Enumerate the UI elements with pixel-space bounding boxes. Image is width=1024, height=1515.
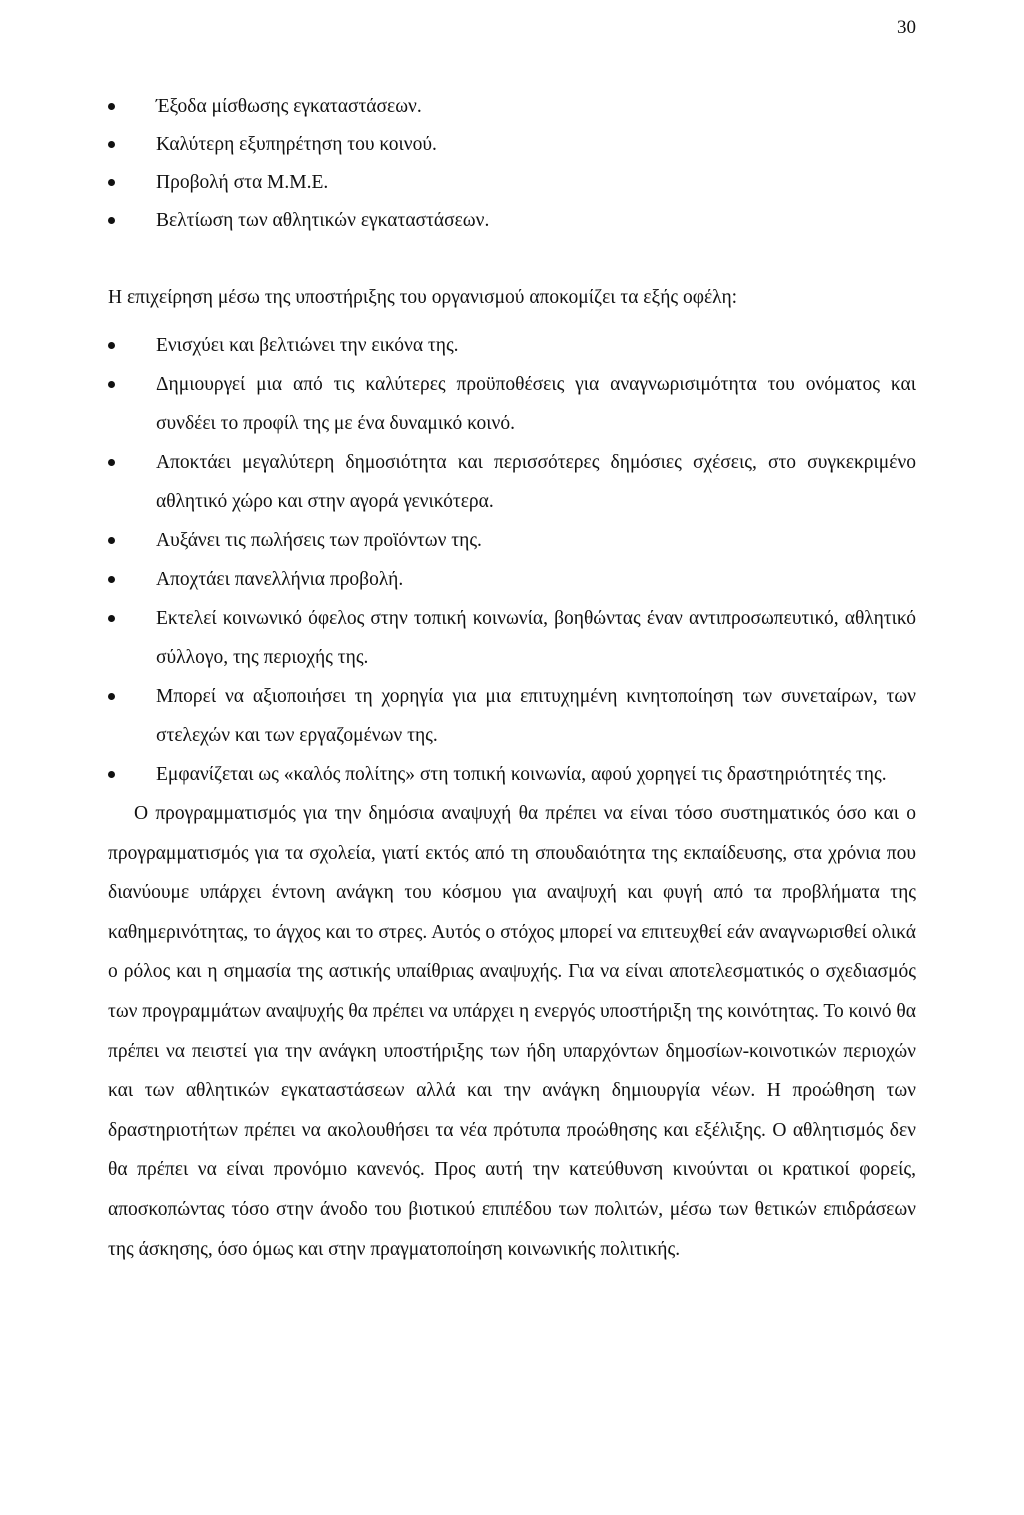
list-item: Αυξάνει τις πωλήσεις των προϊόντων της. xyxy=(108,521,916,560)
list-item: Προβολή στα Μ.Μ.Ε. xyxy=(108,164,916,202)
expense-bullet-list xyxy=(108,88,916,240)
list-item: Αποχτάει πανελλήνια προβολή. xyxy=(108,560,916,599)
benefits-intro: Η επιχείρηση μέσω της υποστήριξης του οργανισμού αποκομίζει τα εξής οφέλη: xyxy=(108,287,738,308)
list-item: Δημιουργεί μια από τις καλύτερες προϋποθέσεις για αναγνωρισιμότητα του ονόματος και συνδέει το προφίλ της με ένα δυναμικό κοινό. xyxy=(108,365,916,443)
list-item: Μπορεί να αξιοποιήσει τη χορηγία για μια επιτυχημένη κινητοποίηση των συνεταίρων, των στελεχών και των εργαζομένων της. xyxy=(108,677,916,755)
benefits-bullet-list xyxy=(108,326,916,794)
list-item: Εκτελεί κοινωνικό όφελος στην τοπική κοινωνία, βοηθώντας έναν αντιπροσωπευτικό, αθλητικό σύλλογο, της περιοχής της. xyxy=(108,599,916,677)
list-item: Βελτίωση των αθλητικών εγκαταστάσεων. xyxy=(108,202,916,240)
list-item: Εμφανίζεται ως «καλός πολίτης» στη τοπική κοινωνία, αφού χορηγεί τις δραστηριότητές της. xyxy=(108,755,916,794)
list-item: Αποκτάει μεγαλύτερη δημοσιότητα και περισσότερες δημόσιες σχέσεις, στο συγκεκριμένο αθλητικό χώρο και στην αγορά γενικότερα. xyxy=(108,443,916,521)
body-paragraph: Ο προγραμματισμός για την δημόσια αναψυχή θα πρέπει να είναι τόσο συστηματικός όσο και ο προγραμματισμός για τα σχολεία, γιατί εκτός από τη σπουδαιότητα της εκπαίδευσης, στα χρόνια που διανύουμε υπάρχει έντονη ανάγκη του κόσμου για αναψυχή και φυγή από τα προβλήματα της καθημερινότητας, το άγχος και το στρες. Αυτός ο στόχος μπορεί να επιτευχθεί εάν αναγνωρισθεί ολικά ο ρόλος και η σημασία της αστικής υπαίθριας αναψυχής. Για να είναι αποτελεσματικός ο σχεδιασμός των προγραμμάτων αναψυχής θα πρέπει να υπάρχει η ενεργός υποστήριξη της κοινότητας. Το κοινό θα πρέπει να πειστεί για την ανάγκη υποστήριξης των ήδη υπαρχόντων δημοσίων-κοινοτικών περιοχών και των αθλητικών εγκαταστάσεων αλλά και την ανάγκη δημιουργία νέων. Η προώθηση των δραστηριοτήτων πρέπει να ακολουθήσει τα νέα πρότυπα προώθησης και εξέλιξης. Ο αθλητισμός δεν θα πρέπει να είναι προνόμιο κανενός. Προς αυτή την κατεύθυνση κινούνται οι κρατικοί φορείς, αποσκοπώντας τόσο στην άνοδο του βιοτικού επιπέδου των πολιτών, μέσω των θετικών επιδράσεων της άσκησης, όσο όμως και στην πραγματοποίηση κοινωνικής πολιτικής. xyxy=(108,803,916,1260)
list-item: Έξοδα μίσθωσης εγκαταστάσεων. xyxy=(108,88,916,126)
document-body xyxy=(108,88,916,1269)
list-item: Καλύτερη εξυπηρέτηση του κοινού. xyxy=(108,126,916,164)
page-number: 30 xyxy=(897,17,916,38)
list-item: Ενισχύει και βελτιώνει την εικόνα της. xyxy=(108,326,916,365)
